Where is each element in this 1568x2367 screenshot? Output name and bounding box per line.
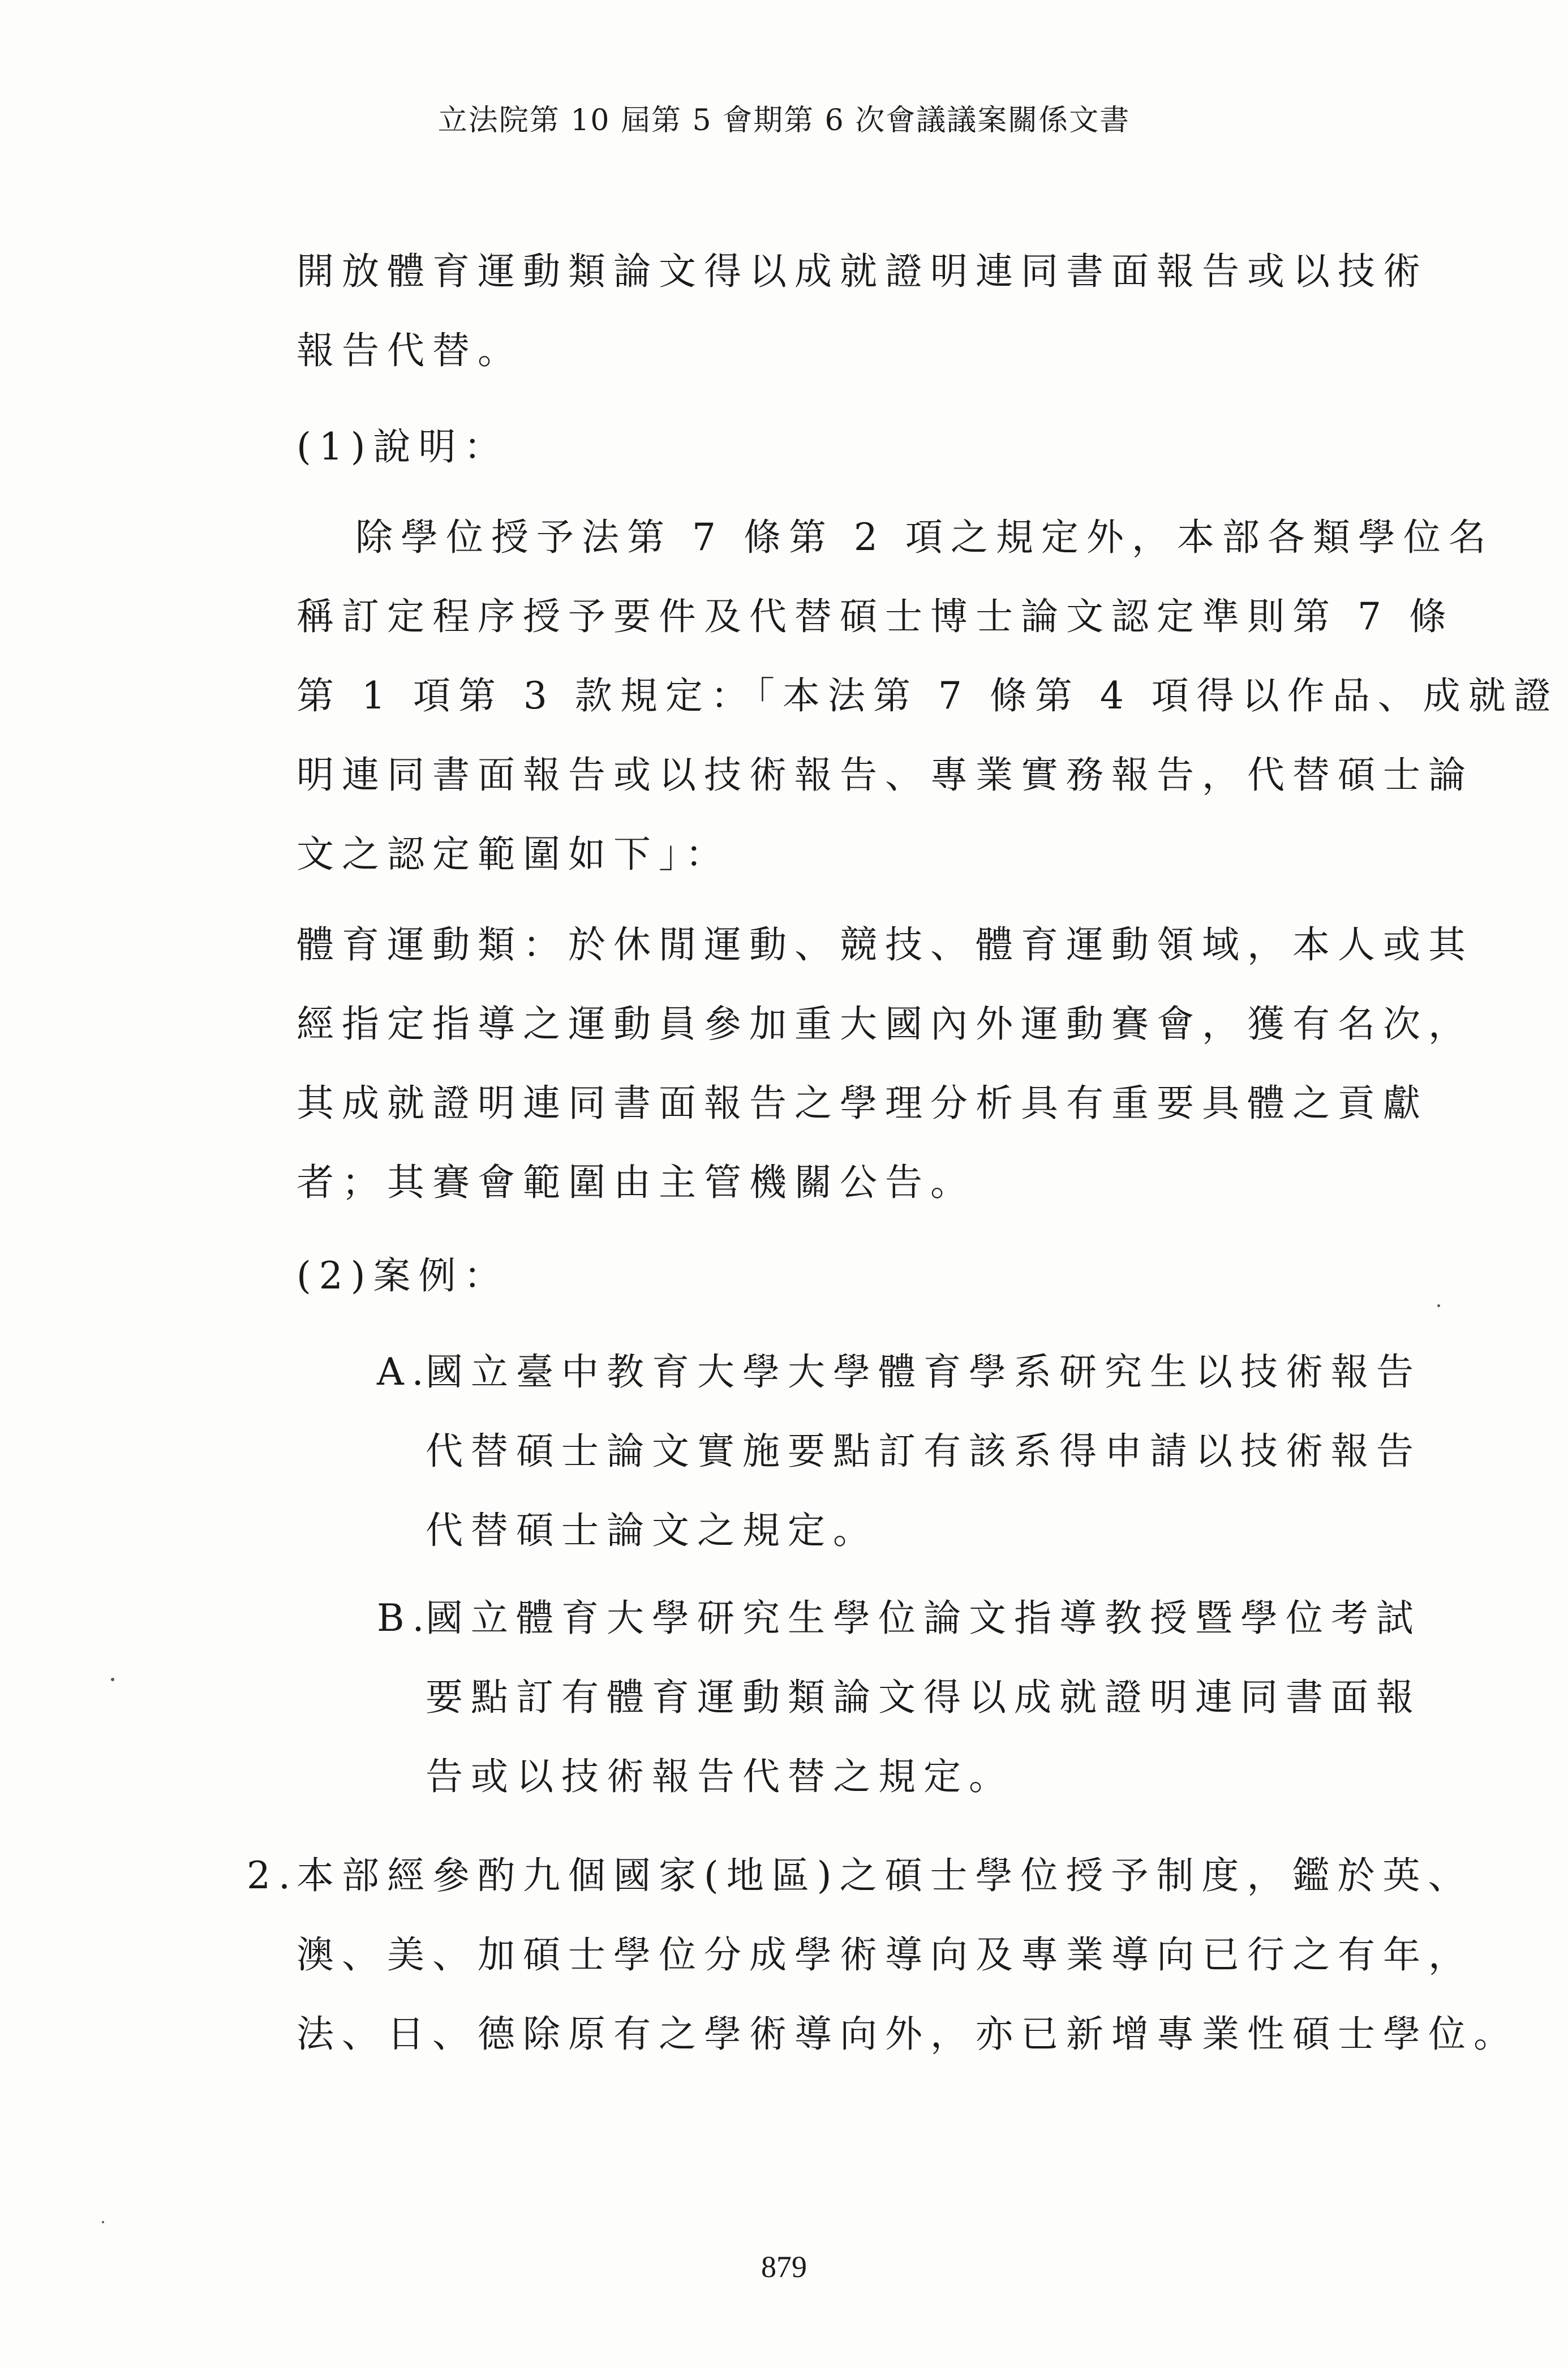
scan-speck	[102, 2221, 104, 2223]
intro-line: 報告代替。	[297, 329, 523, 372]
case-item	[377, 1333, 432, 1412]
explanation-line: 除學位授予法第 7 條第 2 項之規定外，本部各類學位名	[355, 516, 1494, 559]
cases-heading-text: (2)案例：	[297, 1254, 509, 1298]
case-item	[377, 1579, 432, 1658]
case-marker: B.	[377, 1596, 432, 1640]
case-line: 國立體育大學研究生學位論文指導教授暨學位考試	[426, 1596, 1421, 1640]
explanation-line: 文之認定範圍如下」：	[297, 832, 731, 876]
point-2-line: 澳、美、加碩士學位分成學術導向及專業導向已行之有年，	[297, 1933, 1474, 1977]
cases-heading	[297, 1236, 509, 1316]
case-item-text	[426, 1579, 1421, 1816]
explanation-heading	[297, 407, 509, 487]
scan-speck	[1437, 1304, 1440, 1307]
point-2-marker: 2.	[247, 1854, 298, 1897]
scan-speck	[111, 1678, 114, 1681]
case-line: 代替碩士論文實施要點訂有該系得申請以技術報告	[426, 1429, 1421, 1473]
explanation-line: 體育運動類：於休閒運動、競技、體育運動領域，本人或其	[297, 923, 1474, 966]
point-2-line: 本部經參酌九個國家(地區)之碩士學位授予制度，鑑於英、	[297, 1854, 1474, 1897]
explanation-line: 第 1 項第 3 款規定：「本法第 7 條第 4 項得以作品、成就證	[297, 674, 1559, 718]
explanation-line: 者；其賽會範圍由主管機關公告。	[297, 1161, 976, 1204]
case-line: 國立臺中教育大學大學體育學系研究生以技術報告	[426, 1350, 1421, 1394]
explanation-line: 其成就證明連同書面報告之學理分析具有重要具體之貢獻	[297, 1081, 1428, 1125]
intro-paragraph	[297, 232, 1428, 390]
explanation-line: 明連同書面報告或以技術報告、專業實務報告，代替碩士論	[297, 753, 1474, 797]
case-line: 代替碩士論文之規定。	[426, 1509, 878, 1552]
point-2-marker-wrap	[247, 1836, 298, 1915]
page-header: 立法院第 10 屆第 5 會期第 6 次會議議案關係文書	[437, 104, 1131, 138]
explanation-line: 稱訂定程序授予要件及代替碩士博士論文認定準則第 7 條	[297, 595, 1454, 638]
case-marker: A.	[377, 1350, 432, 1394]
point-2-paragraph	[297, 1836, 1519, 2074]
explanation-heading-text: (1)說明：	[297, 425, 509, 469]
case-line: 要點訂有體育運動類論文得以成就證明連同書面報	[426, 1676, 1421, 1719]
explanation-paragraph-2	[297, 905, 1474, 1222]
explanation-paragraph-1	[297, 498, 1559, 894]
case-item-text	[426, 1333, 1421, 1570]
case-line: 告或以技術報告代替之規定。	[426, 1755, 1014, 1798]
explanation-line: 經指定指導之運動員參加重大國內外運動賽會，獲有名次，	[297, 1002, 1474, 1046]
point-2-line: 法、日、德除原有之學術導向外，亦已新增專業性碩士學位。	[297, 2012, 1519, 2056]
page-number: 879	[761, 2250, 807, 2284]
intro-line: 開放體育運動類論文得以成就證明連同書面報告或以技術	[297, 250, 1428, 293]
